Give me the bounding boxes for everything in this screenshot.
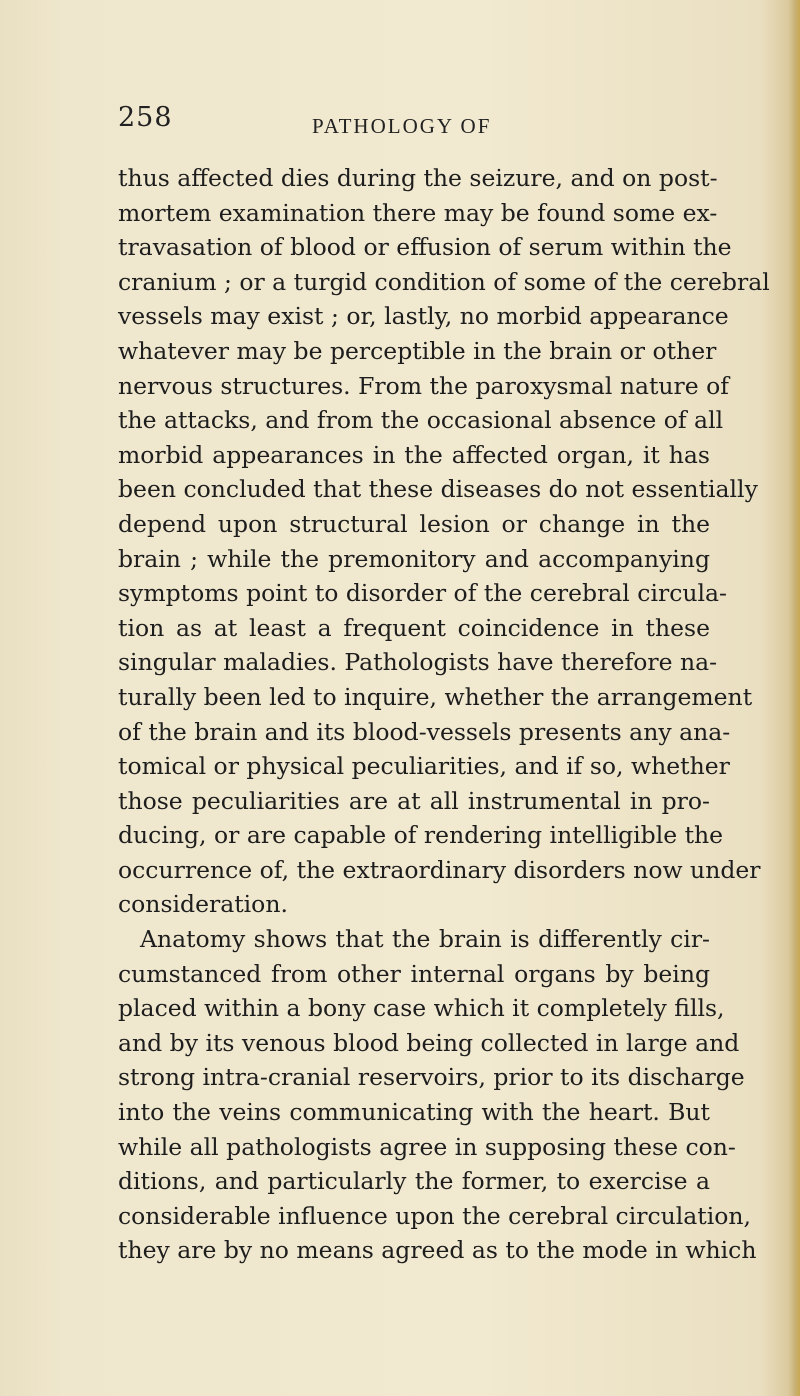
page-number: 258 <box>118 102 173 133</box>
text-line: turally been led to inquire, whether the arrangement <box>118 682 753 711</box>
text-line: tomical or physical peculiarities, and if so, whether <box>118 752 730 781</box>
text-line: mortem examination there may be found some ex- <box>118 198 718 227</box>
page-edge-shadow <box>788 0 800 1396</box>
text-line: strong intra-cranial reservoirs, prior to its discharge <box>118 1063 745 1092</box>
text-line: considerable influence upon the cerebral circulation, <box>118 1201 752 1230</box>
text-line: symptoms point to disorder of the cerebral circula- <box>118 579 727 608</box>
text-line: morbid appearances in the affected organ, it has <box>118 440 710 469</box>
text-line: been concluded that these diseases do not essentially <box>118 475 758 504</box>
text-line: depend upon structural lesion or change in the <box>118 509 710 538</box>
text-line: those peculiarities are at all instrumental in pro- <box>118 786 710 815</box>
paragraph-start-line: Anatomy shows that the brain is differently cir- <box>140 925 710 954</box>
body-text <box>118 161 770 1268</box>
text-line: nervous structures. From the paroxysmal nature of <box>118 371 729 400</box>
text-line: vessels may exist ; or, lastly, no morbid appearance <box>118 302 729 331</box>
page-header <box>0 102 800 148</box>
text-line: ducing, or are capable of rendering intelligible the <box>118 821 724 850</box>
text-line: ditions, and particularly the former, to exercise a <box>118 1167 710 1196</box>
running-head: PATHOLOGY OF <box>312 114 492 138</box>
text-line: travasation of blood or effusion of serum within the <box>118 233 732 262</box>
text-line: cranium ; or a turgid condition of some of the cerebral <box>118 267 770 296</box>
text-line: occurrence of, the extraordinary disorders now under <box>118 855 761 884</box>
text-line: while all pathologists agree in supposing these con- <box>118 1132 736 1161</box>
text-line: they are by no means agreed as to the mode in which <box>118 1236 757 1265</box>
text-line: consideration. <box>118 890 288 919</box>
text-line: placed within a bony case which it completely fills, <box>118 994 725 1023</box>
text-line: of the brain and its blood-vessels presents any ana- <box>118 717 731 746</box>
text-line: into the veins communicating with the heart. But <box>118 1098 710 1127</box>
text-line: the attacks, and from the occasional absence of all <box>118 406 724 435</box>
text-line: cumstanced from other internal organs by being <box>118 959 710 988</box>
text-line: and by its venous blood being collected in large and <box>118 1028 740 1057</box>
text-line: brain ; while the premonitory and accompanying <box>118 544 710 573</box>
text-line: whatever may be perceptible in the brain or other <box>118 336 717 365</box>
text-line: tion as at least a frequent coincidence in these <box>118 613 710 642</box>
text-line: thus affected dies during the seizure, and on post- <box>118 164 718 192</box>
text-line: singular maladies. Pathologists have therefore na- <box>118 648 718 677</box>
